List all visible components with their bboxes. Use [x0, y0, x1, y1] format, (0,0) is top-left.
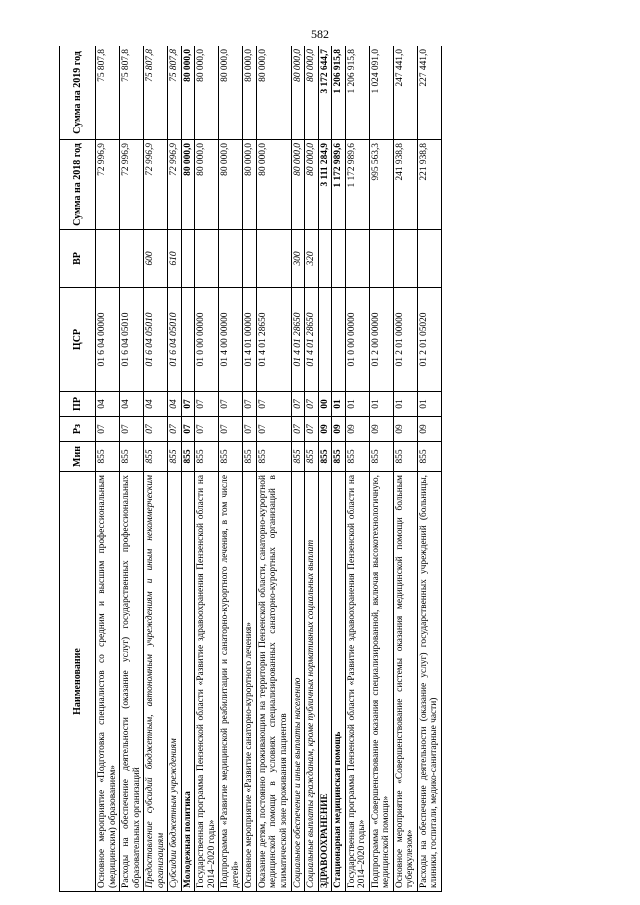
- cell-sum-2018: 3 111 284,9: [318, 140, 332, 230]
- table-row: [345, 46, 369, 892]
- cell-sum-2019: 80 000,0: [243, 46, 257, 140]
- cell-sum-2018: 72 996,9: [96, 140, 120, 230]
- table-stage: [59, 46, 616, 892]
- cell-pr: 07: [195, 392, 219, 417]
- cell-pr: 01: [332, 392, 346, 417]
- cell-vr: [393, 230, 417, 288]
- cell-pr: 07: [219, 392, 243, 417]
- cell-pr: 01: [345, 392, 369, 417]
- cell-vr: [318, 230, 332, 288]
- cell-name: Государственная программа Пензенской области «Развитие здравоохранения Пензенской области на 2014–2020 годы»: [345, 472, 369, 892]
- cell-name: Государственная программа Пензенской области «Развитие здравоохранения Пензенской области на 2014–2020 годы»: [195, 472, 219, 892]
- budget-table: [59, 46, 442, 892]
- table-row: [256, 46, 291, 892]
- cell-rz: 09: [345, 417, 369, 442]
- cell-csr: 01 4 00 00000: [219, 288, 243, 392]
- cell-vr: [417, 230, 441, 288]
- cell-pr: 07: [305, 392, 319, 417]
- cell-pr: 01: [393, 392, 417, 417]
- cell-sum-2018: 221 938,8: [417, 140, 441, 230]
- cell-name: Субсидии бюджетным учреждениям: [168, 472, 182, 892]
- table-body: [96, 46, 442, 892]
- cell-min: 855: [291, 442, 305, 472]
- cell-pr: 07: [291, 392, 305, 417]
- table-row: [318, 46, 332, 892]
- header-sum-2019: Сумма на 2019 год: [60, 46, 96, 140]
- cell-min: 855: [417, 442, 441, 472]
- cell-sum-2018: 80 000,0: [305, 140, 319, 230]
- cell-csr: 01 2 00 00000: [369, 288, 393, 392]
- cell-rz: 07: [181, 417, 195, 442]
- header-csr: ЦСР: [60, 288, 96, 392]
- cell-sum-2019: 227 441,0: [417, 46, 441, 140]
- cell-csr: 01 0 00 00000: [345, 288, 369, 392]
- cell-vr: [345, 230, 369, 288]
- header-rz: Рз: [60, 417, 96, 442]
- cell-rz: 07: [168, 417, 182, 442]
- header-pr: ПР: [60, 392, 96, 417]
- cell-min: 855: [144, 442, 168, 472]
- cell-min: 855: [219, 442, 243, 472]
- cell-csr: [332, 288, 346, 392]
- cell-sum-2019: 80 000,0: [305, 46, 319, 140]
- table-row: [305, 46, 319, 892]
- cell-csr: 01 2 01 05020: [417, 288, 441, 392]
- cell-min: 855: [243, 442, 257, 472]
- cell-name: Социальное обеспечение и иные выплаты населению: [291, 472, 305, 892]
- cell-sum-2019: 1 206 915,8: [332, 46, 346, 140]
- cell-sum-2018: 80 000,0: [256, 140, 291, 230]
- table-row: [181, 46, 195, 892]
- cell-rz: 07: [195, 417, 219, 442]
- cell-vr: 610: [168, 230, 182, 288]
- cell-name: Основное мероприятие «Подготовка специалистов со средним и высшим профессиональным (медицинским) образованием»: [96, 472, 120, 892]
- cell-csr: 01 6 04 05010: [168, 288, 182, 392]
- cell-name: Подпрограмма «Развитие медицинской реабилитации и санаторно-курортного лечения, в том числе детей»: [219, 472, 243, 892]
- cell-rz: 07: [120, 417, 144, 442]
- cell-name: Оказание детям, постоянно проживающим на территории Пензенской области, санаторно-курортной медицинской помощи в условиях специализированных санаторно-курортных организаций в климатической зоне проживания пациентов: [256, 472, 291, 892]
- cell-sum-2019: 75 807,8: [120, 46, 144, 140]
- cell-pr: 04: [168, 392, 182, 417]
- cell-vr: [96, 230, 120, 288]
- cell-pr: 07: [181, 392, 195, 417]
- cell-min: 855: [345, 442, 369, 472]
- cell-sum-2019: 1 024 091,0: [369, 46, 393, 140]
- header-min: Мин: [60, 442, 96, 472]
- cell-sum-2019: 75 807,8: [168, 46, 182, 140]
- cell-vr: [219, 230, 243, 288]
- rotated-table-wrapper: [59, 46, 616, 892]
- table-row: [291, 46, 305, 892]
- cell-csr: 01 4 01 00000: [243, 288, 257, 392]
- cell-pr: 07: [243, 392, 257, 417]
- cell-rz: 09: [318, 417, 332, 442]
- cell-rz: 07: [256, 417, 291, 442]
- cell-sum-2019: 1 206 915,8: [345, 46, 369, 140]
- cell-pr: 00: [318, 392, 332, 417]
- cell-min: 855: [393, 442, 417, 472]
- cell-min: 855: [195, 442, 219, 472]
- cell-sum-2018: 72 996,9: [120, 140, 144, 230]
- cell-sum-2018: 72 996,9: [168, 140, 182, 230]
- cell-csr: [181, 288, 195, 392]
- cell-sum-2019: 80 000,0: [219, 46, 243, 140]
- table-row: [219, 46, 243, 892]
- cell-rz: 07: [291, 417, 305, 442]
- cell-name: Расходы на обеспечение деятельности (оказание услуг) государственных профессиональных образовательных организаций: [120, 472, 144, 892]
- cell-sum-2018: 241 938,8: [393, 140, 417, 230]
- cell-pr: 07: [256, 392, 291, 417]
- cell-sum-2019: 80 000,0: [256, 46, 291, 140]
- cell-min: 855: [168, 442, 182, 472]
- cell-rz: 09: [417, 417, 441, 442]
- cell-vr: [369, 230, 393, 288]
- cell-sum-2019: 75 807,8: [144, 46, 168, 140]
- cell-sum-2018: 80 000,0: [291, 140, 305, 230]
- cell-sum-2018: 80 000,0: [243, 140, 257, 230]
- cell-vr: 320: [305, 230, 319, 288]
- cell-name: Предоставление субсидий бюджетным, автономным учреждениям и иным некоммерческим организациям: [144, 472, 168, 892]
- table-row: [332, 46, 346, 892]
- cell-sum-2019: 75 807,8: [96, 46, 120, 140]
- cell-sum-2019: 80 000,0: [181, 46, 195, 140]
- table-row: [417, 46, 441, 892]
- cell-min: 855: [256, 442, 291, 472]
- cell-rz: 09: [369, 417, 393, 442]
- cell-sum-2019: 80 000,0: [291, 46, 305, 140]
- cell-rz: 07: [96, 417, 120, 442]
- cell-csr: 01 2 01 00000: [393, 288, 417, 392]
- cell-vr: 300: [291, 230, 305, 288]
- cell-pr: 04: [96, 392, 120, 417]
- cell-sum-2019: 3 172 644,7: [318, 46, 332, 140]
- cell-name: Основное мероприятие «Совершенствование системы оказания медицинской помощи больным туберкулезом»: [393, 472, 417, 892]
- cell-min: 855: [369, 442, 393, 472]
- cell-sum-2018: 995 563,3: [369, 140, 393, 230]
- cell-min: 855: [120, 442, 144, 472]
- table-row: [168, 46, 182, 892]
- cell-sum-2018: 80 000,0: [219, 140, 243, 230]
- cell-sum-2018: 80 000,0: [195, 140, 219, 230]
- cell-pr: 01: [417, 392, 441, 417]
- cell-vr: [243, 230, 257, 288]
- cell-rz: 09: [393, 417, 417, 442]
- cell-name: Основное мероприятие «Развитие санаторно-курортного лечения»: [243, 472, 257, 892]
- table-row: [195, 46, 219, 892]
- cell-rz: 07: [219, 417, 243, 442]
- cell-name: Подпрограмма «Совершенствование оказания специализированной, включая высокотехнологичную, медицинской помощи»: [369, 472, 393, 892]
- cell-sum-2019: 247 441,0: [393, 46, 417, 140]
- cell-csr: 01 0 00 00000: [195, 288, 219, 392]
- cell-csr: 01 6 04 00000: [96, 288, 120, 392]
- cell-pr: 01: [369, 392, 393, 417]
- cell-min: 855: [181, 442, 195, 472]
- table-row: [96, 46, 120, 892]
- header-vr: ВР: [60, 230, 96, 288]
- cell-vr: [256, 230, 291, 288]
- cell-vr: [195, 230, 219, 288]
- table-row: [369, 46, 393, 892]
- cell-vr: [120, 230, 144, 288]
- cell-csr: 01 4 01 28650: [305, 288, 319, 392]
- cell-pr: 04: [120, 392, 144, 417]
- cell-csr: 01 6 04 05010: [144, 288, 168, 392]
- cell-rz: 07: [144, 417, 168, 442]
- cell-vr: 600: [144, 230, 168, 288]
- cell-name: Молодежная политика: [181, 472, 195, 892]
- cell-sum-2018: 1 172 989,6: [345, 140, 369, 230]
- table-row: [120, 46, 144, 892]
- cell-csr: 01 4 01 28650: [256, 288, 291, 392]
- header-name: Наименование: [60, 472, 96, 892]
- cell-sum-2018: 72 996,9: [144, 140, 168, 230]
- cell-rz: 07: [243, 417, 257, 442]
- cell-name: Социальные выплаты гражданам, кроме публичных нормативных социальных выплат: [305, 472, 319, 892]
- cell-csr: [318, 288, 332, 392]
- cell-sum-2018: 80 000,0: [181, 140, 195, 230]
- cell-sum-2018: 1 172 989,6: [332, 140, 346, 230]
- cell-min: 855: [96, 442, 120, 472]
- table-row: [393, 46, 417, 892]
- header-sum-2018: Сумма на 2018 год: [60, 140, 96, 230]
- cell-csr: 01 4 01 28650: [291, 288, 305, 392]
- cell-rz: 07: [305, 417, 319, 442]
- table-header-row: [60, 46, 96, 892]
- cell-vr: [332, 230, 346, 288]
- cell-name: Стационарная медицинская помощь: [332, 472, 346, 892]
- cell-min: 855: [305, 442, 319, 472]
- table-row: [144, 46, 168, 892]
- page-number: 582: [311, 27, 329, 41]
- cell-rz: 09: [332, 417, 346, 442]
- cell-vr: [181, 230, 195, 288]
- cell-min: 855: [332, 442, 346, 472]
- cell-min: 855: [318, 442, 332, 472]
- table-row: [243, 46, 257, 892]
- cell-name: Расходы на обеспечение деятельности (оказание услуг) государственных учреждений (больницы, клиники, госпитали, медико-санитарные части): [417, 472, 441, 892]
- cell-pr: 04: [144, 392, 168, 417]
- cell-name: ЗДРАВООХРАНЕНИЕ: [318, 472, 332, 892]
- cell-csr: 01 6 04 05010: [120, 288, 144, 392]
- cell-sum-2019: 80 000,0: [195, 46, 219, 140]
